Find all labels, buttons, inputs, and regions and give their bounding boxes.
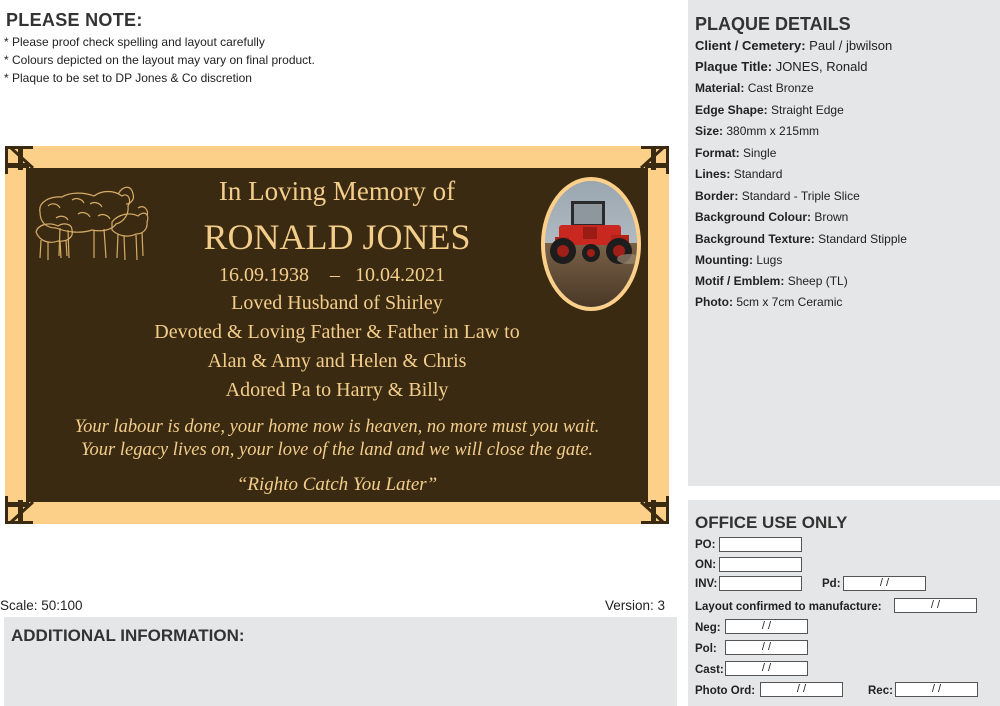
- detail-label: Photo:: [695, 295, 733, 309]
- detail-value: Standard Stipple: [818, 232, 907, 246]
- po-label: PO:: [695, 539, 716, 551]
- rec-label: Rec:: [868, 685, 893, 697]
- date-dash: –: [330, 264, 340, 286]
- memorial-photo: [541, 177, 641, 311]
- inv-field[interactable]: [719, 576, 802, 591]
- detail-label: Plaque Title:: [695, 59, 773, 74]
- detail-label: Mounting:: [695, 253, 753, 267]
- layout-confirmed-date-field[interactable]: / /: [894, 598, 977, 613]
- detail-row-edge: [695, 103, 844, 117]
- detail-label: Format:: [695, 146, 740, 160]
- note-line: * Plaque to be set to DP Jones & Co discretion: [4, 71, 252, 85]
- pd-date-field[interactable]: / /: [843, 576, 926, 591]
- detail-label: Client / Cemetery:: [695, 38, 806, 53]
- detail-label: Background Colour:: [695, 210, 811, 224]
- detail-value: 5cm x 7cm Ceramic: [736, 295, 843, 309]
- detail-row-border: [695, 189, 860, 203]
- inv-label: INV:: [695, 578, 718, 590]
- birth-date: 16.09.1938: [219, 264, 309, 286]
- plaque-details-title: PLAQUE DETAILS: [695, 14, 851, 34]
- verse-line: Your labour is done, your home now is heaven, no more must you wait.: [74, 417, 600, 437]
- plaque-details-panel: [688, 0, 1000, 486]
- detail-row-size: [695, 124, 819, 138]
- detail-value: Brown: [814, 210, 849, 224]
- office-use-panel: [688, 500, 1000, 706]
- pd-label: Pd:: [822, 578, 841, 590]
- detail-row-client: [695, 38, 892, 53]
- detail-row-bg-colour: [695, 210, 848, 224]
- detail-row-lines: [695, 167, 782, 181]
- layout-confirmed-label: Layout confirmed to manufacture:: [695, 601, 882, 613]
- detail-row-photo: [695, 295, 842, 309]
- version-label: Version: 3: [605, 598, 666, 613]
- detail-label: Background Texture:: [695, 232, 815, 246]
- plaque-line: Alan & Amy and Helen & Chris: [207, 350, 467, 372]
- sheep-emblem-icon: [32, 182, 150, 264]
- plaque-line: Devoted & Loving Father & Father in Law to: [154, 321, 520, 343]
- scale-label: Scale: 50:100: [0, 598, 83, 613]
- detail-value: Sheep (TL): [787, 274, 848, 288]
- cast-label: Cast:: [695, 664, 724, 676]
- office-use-title: OFFICE USE ONLY: [695, 513, 848, 532]
- cast-date-field[interactable]: / /: [725, 661, 808, 676]
- detail-value: Cast Bronze: [747, 81, 814, 95]
- neg-label: Neg:: [695, 622, 721, 634]
- tractor-photo-icon: [545, 181, 637, 307]
- detail-label: Size:: [695, 124, 724, 138]
- plaque-heading: In Loving Memory of: [218, 176, 456, 206]
- on-label: ON:: [695, 559, 717, 571]
- detail-label: Lines:: [695, 167, 731, 181]
- pol-label: Pol:: [695, 643, 717, 655]
- death-date: 10.04.2021: [355, 264, 445, 286]
- photo-ord-label: Photo Ord:: [695, 685, 756, 697]
- detail-row-bg-texture: [695, 232, 907, 246]
- plaque-quote: “Righto Catch You Later”: [236, 474, 438, 495]
- detail-row-mounting: [695, 253, 782, 267]
- on-field[interactable]: [719, 557, 802, 572]
- detail-value: Lugs: [756, 253, 783, 267]
- detail-value: 380mm x 215mm: [726, 124, 820, 138]
- detail-label: Border:: [695, 189, 739, 203]
- detail-row-title: [695, 59, 867, 74]
- neg-date-field[interactable]: / /: [725, 619, 808, 634]
- pol-date-field[interactable]: / /: [725, 640, 808, 655]
- please-note-title: PLEASE NOTE:: [6, 10, 143, 30]
- detail-row-material: [695, 81, 814, 95]
- detail-row-format: [695, 146, 776, 160]
- detail-value: Paul / jbwilson: [809, 38, 893, 53]
- detail-label: Edge Shape:: [695, 103, 768, 117]
- po-field[interactable]: [719, 537, 802, 552]
- detail-value: Standard - Triple Slice: [741, 189, 860, 203]
- note-line: * Colours depicted on the layout may vary on final product.: [4, 53, 315, 67]
- note-line: * Please proof check spelling and layout carefully: [4, 35, 265, 49]
- rec-date-field[interactable]: / /: [895, 682, 978, 697]
- plaque-line: Loved Husband of Shirley: [231, 292, 443, 314]
- detail-label: Motif / Emblem:: [695, 274, 785, 288]
- verse-line: Your legacy lives on, your love of the land and we will close the gate.: [80, 440, 594, 460]
- detail-value: Straight Edge: [771, 103, 844, 117]
- detail-value: JONES, Ronald: [775, 59, 868, 74]
- detail-row-motif: [695, 274, 848, 288]
- plaque-name: RONALD JONES: [203, 217, 471, 257]
- photo-ord-date-field[interactable]: / /: [760, 682, 843, 697]
- additional-information-title: ADDITIONAL INFORMATION:: [11, 626, 245, 645]
- detail-label: Material:: [695, 81, 745, 95]
- detail-value: Standard: [733, 167, 783, 181]
- plaque-line: Adored Pa to Harry & Billy: [225, 379, 449, 401]
- detail-value: Single: [743, 146, 777, 160]
- additional-information-panel[interactable]: [4, 617, 677, 706]
